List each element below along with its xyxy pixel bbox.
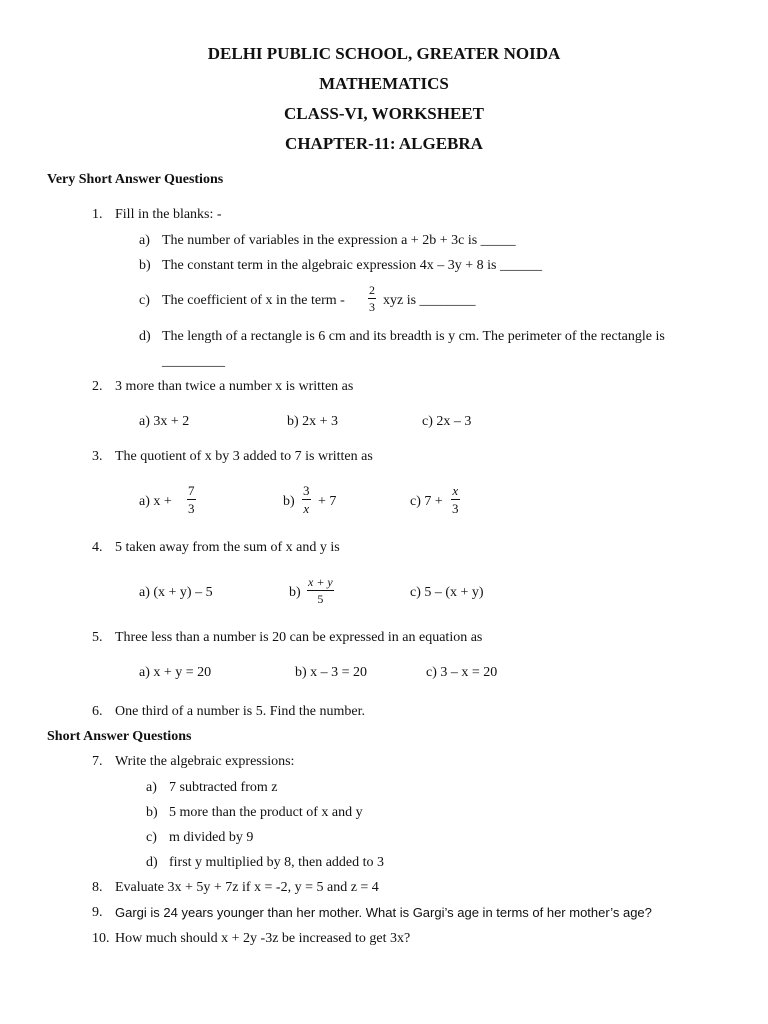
option-a: a) 3x + 2 (139, 414, 190, 429)
option-b: b) 2x + 3 (287, 414, 339, 429)
option-label: d) (139, 329, 151, 344)
question-text: 5 taken away from the sum of x and y is (115, 540, 340, 555)
blank-item: The length of a rectangle is 6 cm and its breadth is y cm. The perimeter of the rectangle is (162, 329, 665, 344)
blank-item: The coefficient of x in the term - (162, 293, 345, 308)
option-label: a) (146, 780, 157, 795)
question-text: Three less than a number is 20 can be expressed in an equation as (115, 630, 483, 645)
blank-item: The number of variables in the expression a + 2b + 3c is _____ (162, 233, 516, 248)
class-title: CLASS-VI, WORKSHEET (284, 104, 484, 123)
option-b: b) (289, 585, 301, 600)
chapter-title: CHAPTER-11: ALGEBRA (285, 134, 483, 153)
fraction-denominator: 3 (452, 501, 459, 516)
option-b: b) x – 3 = 20 (295, 665, 368, 680)
sub-item: 7 subtracted from z (169, 780, 278, 795)
fraction-numerator: 3 (303, 483, 310, 498)
option-label: a) (139, 233, 150, 248)
sub-item: 5 more than the product of x and y (169, 805, 363, 820)
question-text: Fill in the blanks: - (115, 207, 222, 222)
sub-item: m divided by 9 (169, 830, 254, 845)
fraction (307, 576, 334, 605)
blank-item: The constant term in the algebraic expression 4x – 3y + 8 is ______ (162, 258, 542, 273)
option-a: a) x + (139, 494, 172, 509)
question-text: Write the algebraic expressions: (115, 754, 295, 769)
question-text: 3 more than twice a number x is written as (115, 379, 354, 394)
question-text: Gargi is 24 years younger than her mother. What is Gargi’s age in terms of her mother’s age? (115, 905, 652, 920)
fraction-numerator: 2 (369, 283, 375, 297)
question-number: 4. (92, 540, 103, 555)
question-number: 9. (92, 905, 103, 920)
question-number: 8. (92, 880, 103, 895)
question-number: 5. (92, 630, 103, 645)
fraction (187, 484, 196, 515)
option-c: c) 5 – (x + y) (410, 585, 484, 600)
question-number: 7. (92, 754, 103, 769)
fraction-bar (451, 499, 460, 500)
question-text: Evaluate 3x + 5y + 7z if x = -2, y = 5 and z = 4 (115, 880, 379, 895)
option-label: d) (146, 855, 158, 870)
fraction (368, 284, 376, 313)
fraction-denominator: 3 (369, 300, 375, 314)
option-label: c) (146, 830, 157, 845)
blank-item: xyz is ________ (383, 293, 476, 308)
question-text: The quotient of x by 3 added to 7 is written as (115, 449, 373, 464)
section-heading-very-short: Very Short Answer Questions (47, 172, 224, 187)
blank-line: _________ (162, 354, 225, 369)
fraction-bar (187, 499, 196, 500)
fraction-numerator: 7 (188, 483, 195, 498)
question-number: 2. (92, 379, 103, 394)
option-b-suffix: + 7 (318, 494, 337, 509)
fraction-denominator: x (303, 501, 310, 516)
option-a: a) (x + y) – 5 (139, 585, 213, 600)
question-text: How much should x + 2y -3z be increased to get 3x? (115, 931, 411, 946)
fraction-numerator: x + y (308, 575, 333, 589)
option-label: b) (139, 258, 151, 273)
section-heading-short: Short Answer Questions (47, 729, 192, 744)
option-label: c) (139, 293, 150, 308)
fraction-bar (307, 590, 334, 591)
option-a: a) x + y = 20 (139, 665, 212, 680)
option-label: b) (146, 805, 158, 820)
option-c: c) 7 + (410, 494, 443, 509)
question-number: 1. (92, 207, 103, 222)
question-number: 10. (92, 931, 110, 946)
school-title: DELHI PUBLIC SCHOOL, GREATER NOIDA (207, 44, 561, 63)
fraction (302, 484, 311, 515)
option-b: b) (283, 494, 295, 509)
fraction (451, 484, 460, 515)
subject-title: MATHEMATICS (319, 74, 449, 93)
fraction-denominator: 5 (317, 592, 324, 606)
fraction-bar (368, 298, 376, 299)
fraction-bar (302, 499, 311, 500)
fraction-numerator: x (452, 483, 459, 498)
sub-item: first y multiplied by 8, then added to 3 (169, 855, 385, 870)
option-c: c) 2x – 3 (422, 414, 472, 429)
question-number: 3. (92, 449, 103, 464)
fraction-denominator: 3 (188, 501, 195, 516)
option-c: c) 3 – x = 20 (426, 665, 498, 680)
question-number: 6. (92, 704, 103, 719)
question-text: One third of a number is 5. Find the number. (115, 704, 366, 719)
